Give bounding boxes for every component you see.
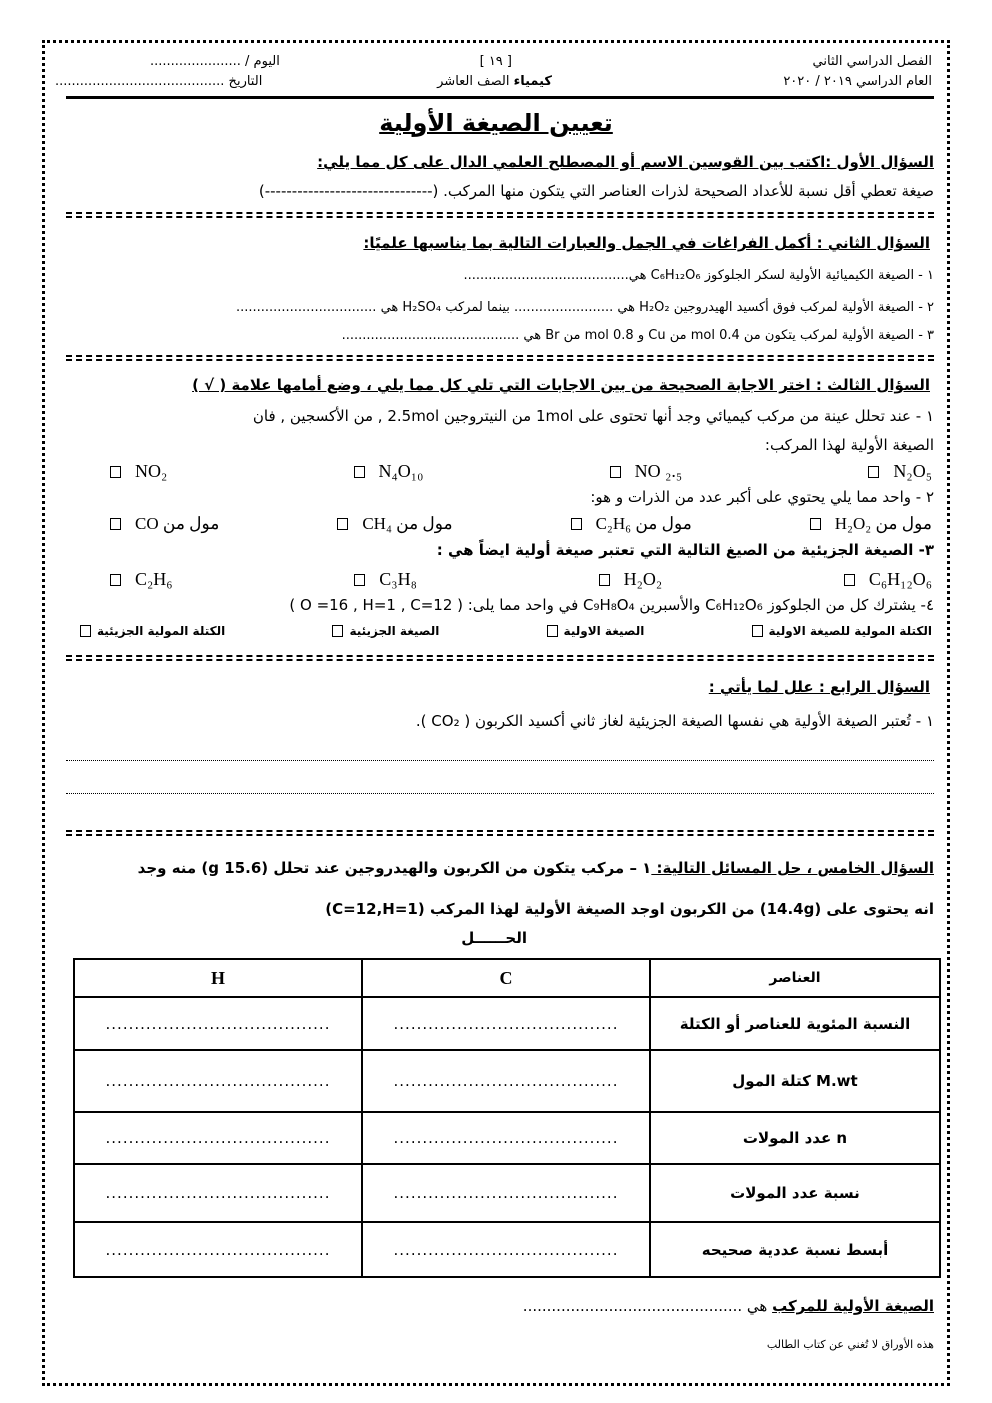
option[interactable]: [810, 514, 932, 534]
solution-table: [73, 958, 941, 1278]
separator: [66, 355, 934, 361]
option[interactable]: [332, 624, 439, 638]
q3-instruction: : اختر الاجابة الصحيحة من بين الاجابات التي تلي كل مما يلي ، وضع أمامها علامة ( √ ): [192, 376, 828, 394]
row-label: أبسط نسبة عددية صحيحه: [650, 1222, 940, 1277]
day-field[interactable]: اليوم / ......................: [150, 54, 280, 69]
checkbox[interactable]: [110, 466, 121, 478]
checkbox[interactable]: [337, 518, 348, 530]
option-label: الصيغة الاولية: [563, 624, 645, 638]
checkbox[interactable]: [110, 574, 121, 586]
school-year: العام الدراسي ٢٠١٩ / ٢٠٢٠: [783, 74, 932, 89]
q2-item: ٣ - الصيغة الأولية لمركب يتكون من 0.4 mol من Cu و 0.8 mol من Br هي ...........................................: [341, 328, 934, 343]
q1-label: السؤال الأول: [836, 153, 934, 171]
blank-cell[interactable]: .......................................: [74, 1050, 362, 1112]
checkbox[interactable]: [844, 574, 855, 586]
option-label: مول من CO: [135, 514, 220, 533]
blank-cell[interactable]: .......................................: [362, 997, 650, 1050]
separator: [66, 212, 934, 218]
option-label: مول من C₂H₆: [595, 514, 692, 533]
blank-cell[interactable]: .......................................: [74, 1222, 362, 1277]
q2-label: السؤال الثاني: [827, 234, 930, 252]
q4-label: السؤال الرابع: [830, 678, 930, 696]
subject: كيمياء: [513, 74, 552, 89]
separator: [66, 830, 934, 836]
blank-cell[interactable]: .......................................: [74, 1112, 362, 1164]
q1-item: صيغة تعطي أقل نسبة للأعداد الصحيحة لذرات العناصر التي يتكون منها المركب. (-------------------------------): [258, 182, 934, 200]
q2-instruction: : أكمل الفراغات في الجمل والعبارات التالية بما يناسبها علميًا:: [363, 234, 828, 252]
q2-item: ١ - الصيغة الكيميائية الأولية لسكر الجلوكوز C₆H₁₂O₆ هي........................................: [463, 268, 934, 283]
option-label: NO ₂.₅: [634, 461, 683, 481]
q3-item-2: ٢ - واحد مما يلي يحتوي على أكبر عدد من الذرات و هو:: [590, 488, 934, 506]
answer-line[interactable]: [66, 760, 934, 761]
col-c: C: [362, 959, 650, 997]
q3-item-3: ٣- الصيغة الجزيئية من الصيغ التالية التي تعتبر صيغة أولية ايضاً هي :: [436, 541, 934, 559]
option-label: C₃H₈: [379, 569, 417, 589]
q3-item-1-cont: الصيغة الأولية لهذا المركب:: [764, 436, 934, 454]
option-label: N₄O₁₀: [378, 461, 424, 481]
q5-heading: [651, 859, 934, 877]
q4-item: ١ - تُعتبر الصيغة الأولية هي نفسها الصيغة الجزيئية لغاز ثاني أكسيد الكربون ( CO₂ ).: [415, 712, 934, 730]
q3-options-1: [110, 461, 932, 482]
semester: الفصل الدراسي الثاني: [812, 54, 932, 69]
table-row: [74, 1164, 940, 1222]
option-label: NO₂: [135, 461, 168, 481]
checkbox[interactable]: [332, 625, 343, 637]
q5-problem: ١ – مركب يتكون من الكربون والهيدروجين عند تحلل (15.6 g) منه وجد: [137, 859, 652, 877]
col-h: H: [74, 959, 362, 997]
option-label: C₂H₆: [135, 569, 173, 589]
option-label: C₆H₁₂O₆: [868, 569, 932, 589]
page-number: [ ١٩ ]: [479, 54, 512, 69]
checkbox[interactable]: [547, 625, 558, 637]
blank-cell[interactable]: .......................................: [74, 1164, 362, 1222]
q4-instruction: : علل لما يأتي :: [708, 678, 831, 696]
option[interactable]: [868, 461, 932, 482]
option-label: الكتلة المولية للصيغة الاولية: [768, 624, 932, 638]
option[interactable]: [844, 569, 932, 590]
row-label: النسبة المئوية للعناصر أو الكتلة: [650, 997, 940, 1050]
q5-line2: انه يحتوى على (14.4g) من الكربون اوجد الصيغة الأولية لهذا المركب (C=12,H=1): [325, 900, 934, 918]
checkbox[interactable]: [810, 518, 821, 530]
option[interactable]: [571, 514, 692, 534]
separator: [66, 655, 934, 661]
checkbox[interactable]: [868, 466, 879, 478]
q3-options-3: [110, 569, 932, 590]
table-row: [74, 1222, 940, 1277]
checkbox[interactable]: [110, 518, 121, 530]
option[interactable]: [110, 461, 167, 482]
option-label: الصيغة الجزيئية: [349, 624, 440, 638]
checkbox[interactable]: [354, 466, 365, 478]
checkbox[interactable]: [599, 574, 610, 586]
page-title: تعيين الصيغة الأولية: [379, 109, 613, 137]
option[interactable]: [752, 624, 932, 638]
q2-item: ٢ - الصيغة الأولية لمركب فوق أكسيد الهيدروجين H₂O₂ هي ........................ بينما لمركب H₂SO₄ هي ..................................: [235, 300, 934, 315]
option[interactable]: [599, 569, 663, 590]
final-answer-label: الصيغة الأولية للمركب: [772, 1297, 934, 1315]
blank-cell[interactable]: .......................................: [362, 1222, 650, 1277]
q3-options-2: [110, 514, 932, 534]
col-elements: العناصر: [650, 959, 940, 997]
table-row: [74, 1112, 940, 1164]
option[interactable]: [547, 624, 645, 638]
final-answer: [523, 1297, 934, 1315]
checkbox[interactable]: [354, 574, 365, 586]
row-label: M.wt كتلة المول: [650, 1050, 940, 1112]
option-label: الكتلة المولية الجزيئية: [97, 624, 226, 638]
q3-options-4: [80, 624, 932, 638]
grade: الصف العاشر: [437, 74, 510, 89]
checkbox[interactable]: [80, 625, 91, 637]
q1-heading: [317, 153, 934, 171]
row-label: n عدد المولات: [650, 1112, 940, 1164]
option[interactable]: [610, 461, 683, 482]
checkbox[interactable]: [752, 625, 763, 637]
option[interactable]: [354, 461, 424, 482]
option[interactable]: [337, 514, 452, 534]
q4-heading: [709, 678, 930, 696]
blank-cell[interactable]: .......................................: [362, 1050, 650, 1112]
row-label: نسبة عدد المولات: [650, 1164, 940, 1222]
date-field[interactable]: التاريخ .........................................: [55, 74, 263, 89]
table-row: [74, 1050, 940, 1112]
subject-grade: [437, 74, 552, 89]
q3-label: السؤال الثالث: [827, 376, 930, 394]
table-header: [74, 959, 940, 997]
q2-heading: [363, 234, 930, 252]
option[interactable]: [110, 569, 173, 590]
checkbox[interactable]: [610, 466, 621, 478]
header-rule: [66, 96, 934, 99]
q5-line1: [138, 859, 934, 877]
q3-item-4: ٤- يشترك كل من الجلوكوز C₆H₁₂O₆ والأسبرين C₉H₈O₄ في واحد مما يلى: ( O =16 , H=1 , C=12 ): [289, 596, 934, 614]
table-row: [74, 997, 940, 1050]
blank-cell[interactable]: .......................................: [362, 1164, 650, 1222]
checkbox[interactable]: [571, 518, 582, 530]
option[interactable]: [354, 569, 417, 590]
q3-item-1: ١ - عند تحلل عينة من مركب كيميائي وجد أنها تحتوى على 1mol من النيتروجين 2.5mol , من الأكسجين , فان: [252, 407, 934, 425]
q1-instruction: :اكتب بين القوسين الاسم أو المصطلح العلمي الدال على كل مما يلي:: [317, 153, 837, 171]
option[interactable]: [80, 624, 225, 638]
option-label: مول من H₂O₂: [834, 514, 932, 533]
option-label: مول من CH₄: [362, 514, 453, 533]
option-label: N₂O₅: [893, 461, 932, 481]
option[interactable]: [110, 514, 219, 534]
final-answer-blank[interactable]: هي ..............................................: [522, 1297, 773, 1315]
q5-label: السؤال الخامس: [817, 859, 934, 877]
q5-instruction: ، حل المسائل التالية:: [651, 859, 818, 877]
blank-cell[interactable]: .......................................: [362, 1112, 650, 1164]
solution-label: الحــــــل: [461, 929, 527, 947]
blank-cell[interactable]: .......................................: [74, 997, 362, 1050]
footer-note: هذه الأوراق لا تُغني عن كتاب الطالب: [766, 1338, 934, 1351]
answer-line[interactable]: [66, 793, 934, 794]
q3-heading: [192, 376, 930, 394]
option-label: H₂O₂: [623, 569, 663, 589]
